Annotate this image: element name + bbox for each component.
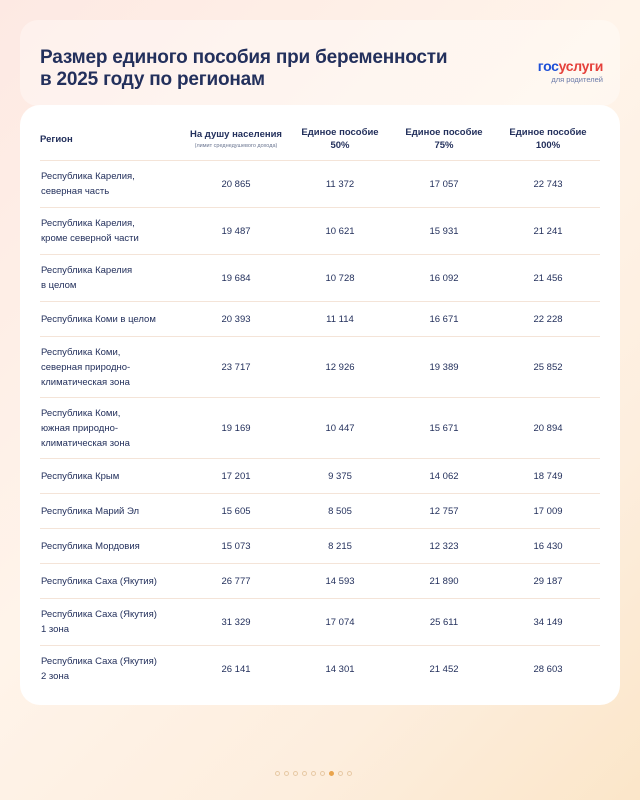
cell-benefit-100: 16 430 [496, 529, 600, 564]
cell-benefit-75: 21 890 [392, 564, 496, 599]
cell-region: Республика Коми в целом [40, 302, 184, 337]
cell-benefit-75: 16 671 [392, 302, 496, 337]
cell-region: Республика Мордовия [40, 529, 184, 564]
table-body [40, 161, 600, 693]
pagination-dot[interactable] [347, 771, 352, 776]
cell-per-capita: 20 393 [184, 302, 288, 337]
cell-region: Республика Марий Эл [40, 494, 184, 529]
table-row [40, 529, 600, 564]
cell-per-capita: 19 487 [184, 208, 288, 255]
gosuslugi-logo [538, 59, 603, 84]
pagination-dot[interactable] [275, 771, 280, 776]
cell-benefit-100: 22 228 [496, 302, 600, 337]
cell-benefit-75: 12 757 [392, 494, 496, 529]
header-per-capita [184, 120, 288, 161]
table-row [40, 494, 600, 529]
cell-per-capita: 20 865 [184, 161, 288, 208]
table-row [40, 599, 600, 646]
cell-benefit-100: 28 603 [533, 663, 563, 675]
header-per-capita-note: (лимит среднедушевого дохода) [194, 143, 278, 149]
cell-benefit-100: 21 241 [496, 208, 600, 255]
logo-wordmark [538, 59, 603, 74]
table-row [40, 459, 600, 494]
cell-benefit-50: 10 621 [288, 208, 392, 255]
cell-per-capita: 31 329 [184, 599, 288, 646]
cell-region: Республика Саха (Якутия) 1 зона [40, 599, 184, 646]
cell-per-capita: 26 777 [184, 564, 288, 599]
cell-benefit-100: 22 743 [496, 161, 600, 208]
logo-part-uslugi: услуги [558, 58, 603, 74]
header-benefit-50: Единое пособие 50% [288, 120, 392, 161]
cell-per-capita: 15 605 [184, 494, 288, 529]
cell-per-capita: 19 169 [184, 398, 288, 459]
cell-per-capita: 23 717 [184, 337, 288, 398]
cell-benefit-100: 17 009 [496, 494, 600, 529]
pagination-dot-active[interactable] [329, 771, 334, 776]
cell-benefit-75: 16 092 [392, 255, 496, 302]
cell-region: Республика Саха (Якутия) [40, 564, 184, 599]
cell-benefit-50: 11 114 [288, 302, 392, 337]
cell-benefit-50: 14 301 [325, 663, 355, 675]
cell-benefit-50: 9 375 [288, 459, 392, 494]
cell-benefit-75: 21 452 [429, 663, 459, 675]
table-row [40, 255, 600, 302]
pagination-dot[interactable] [311, 771, 316, 776]
cell-benefit-100: 34 149 [496, 599, 600, 646]
page-title: Размер единого пособия при беременности в 2025 году по регионам [40, 47, 448, 90]
cell-benefit-50: 11 372 [288, 161, 392, 208]
cell-benefit-50: 10 728 [288, 255, 392, 302]
pagination-dot[interactable] [338, 771, 343, 776]
cell-benefit-75: 15 671 [392, 398, 496, 459]
header-region: Регион [40, 120, 184, 161]
cell-region: Республика Саха (Якутия) 2 зона [41, 656, 157, 682]
cell-region: Республика Коми, южная природно- климатическая зона [40, 398, 184, 459]
cell-benefit-50: 8 215 [288, 529, 392, 564]
logo-subtitle: для родителей [551, 75, 603, 84]
cell-region: Республика Коми, северная природно- климатическая зона [40, 337, 184, 398]
cell-region: Республика Карелия, северная часть [40, 161, 184, 208]
cell-region: Республика Карелия, кроме северной части [40, 208, 184, 255]
pagination-dot[interactable] [284, 771, 289, 776]
cell-benefit-75: 19 389 [392, 337, 496, 398]
cell-benefit-100: 20 894 [496, 398, 600, 459]
cell-benefit-75: 17 057 [392, 161, 496, 208]
cell-benefit-100: 25 852 [496, 337, 600, 398]
cell-benefit-100: 18 749 [496, 459, 600, 494]
cell-per-capita: 15 073 [184, 529, 288, 564]
pagination-dots [275, 771, 352, 776]
cell-benefit-50: 17 074 [288, 599, 392, 646]
cell-per-capita: 19 684 [184, 255, 288, 302]
cell-benefit-75: 25 611 [392, 599, 496, 646]
cell-per-capita: 26 141 [221, 663, 251, 675]
cell-benefit-100: 21 456 [496, 255, 600, 302]
cell-region: Республика Крым [40, 459, 184, 494]
cell-benefit-50: 14 593 [288, 564, 392, 599]
table-row [40, 161, 600, 208]
pagination-dot[interactable] [302, 771, 307, 776]
table-row [40, 564, 600, 599]
benefits-table [40, 120, 600, 692]
cell-benefit-75: 14 062 [392, 459, 496, 494]
cell-region: Республика Карелия в целом [40, 255, 184, 302]
table-row [40, 208, 600, 255]
header-benefit-100: Единое пособие 100% [496, 120, 600, 161]
pagination-dot[interactable] [293, 771, 298, 776]
logo-part-gos: гос [537, 58, 559, 74]
cell-benefit-75: 12 323 [392, 529, 496, 564]
cell-benefit-100: 29 187 [496, 564, 600, 599]
cell-benefit-75: 15 931 [392, 208, 496, 255]
table-row [40, 302, 600, 337]
cell-benefit-50: 10 447 [288, 398, 392, 459]
cell-benefit-50: 8 505 [288, 494, 392, 529]
cell-benefit-50: 12 926 [288, 337, 392, 398]
pagination-dot[interactable] [320, 771, 325, 776]
cell-per-capita: 17 201 [184, 459, 288, 494]
table-row [40, 337, 600, 398]
table-row [40, 646, 600, 693]
table-row [40, 398, 600, 459]
table-header-row [40, 120, 600, 161]
header-per-capita-label: На душу населения [190, 129, 282, 140]
header-benefit-75: Единое пособие 75% [392, 120, 496, 161]
